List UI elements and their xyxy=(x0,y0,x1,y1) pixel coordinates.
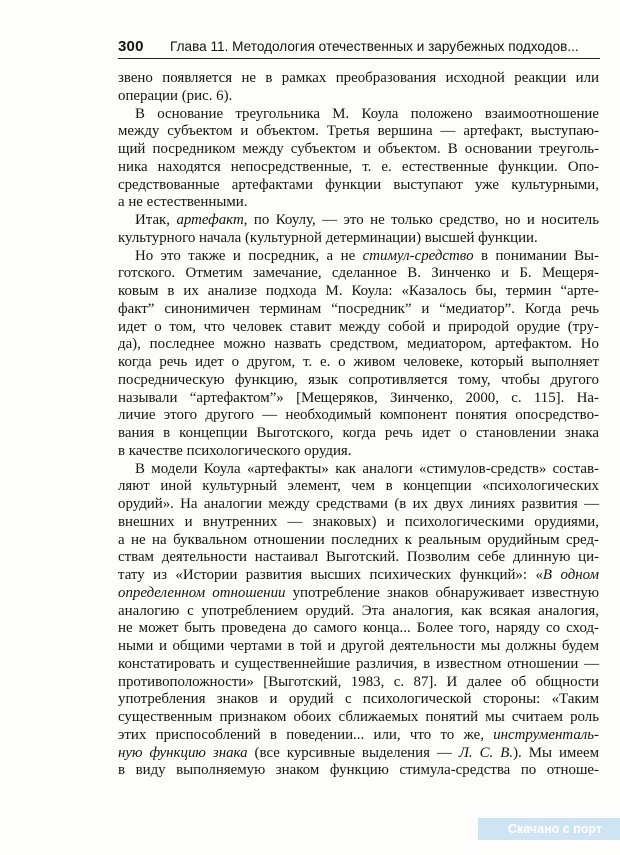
italic-term: артефакт xyxy=(176,212,244,228)
text-line: между субъектом и объектом. Третья вершина — артефакт, выступаю- xyxy=(118,123,599,140)
paragraph-1 xyxy=(118,70,599,106)
text-line: звено появляется не в рамках преобразования исходной реакции или xyxy=(118,70,599,86)
text-line: ными и общими чертами в той и другой деятельности мы должны будем xyxy=(118,638,599,654)
page-number: 300 xyxy=(118,38,144,55)
text-line: идет о том, что человек ставит между собой и природой орудие (тру- xyxy=(118,318,599,335)
text-line xyxy=(118,567,599,585)
italic-quote: В одном xyxy=(542,567,599,583)
text-line: ника находятся непосредственные, т. е. естественные функции. Опо- xyxy=(118,158,599,175)
text-run: в понимании Вы- xyxy=(473,247,599,264)
text-line: констатировать и существеннейшие различия, в известном отношении — xyxy=(118,655,599,672)
text-line: употребления знаков и орудий с психологической стороны: «Таким xyxy=(118,691,599,708)
text-line xyxy=(118,212,599,230)
text-line: а не на буквальном отношении последних к реальным орудийным сред- xyxy=(118,531,599,548)
paragraph-5 xyxy=(118,461,599,781)
page-header xyxy=(118,38,600,60)
text-line: операции (рис. 6). xyxy=(118,87,233,104)
italic-term: ную функцию знака xyxy=(118,744,248,761)
italic-quote: определенном отношении xyxy=(118,584,286,601)
header-rule xyxy=(118,58,600,59)
text-line: когда речь идет о другом, т. е. о живом человеке, который выполняет xyxy=(118,354,599,370)
text-line: вания в концепции Выготского, когда речь идет о становлении знака xyxy=(118,425,599,441)
text-run: употребление знаков обнаруживает известную xyxy=(285,584,599,601)
text-line xyxy=(118,585,599,603)
text-run: , по Коулу, — это не только средство, но и носитель xyxy=(243,212,599,228)
text-line xyxy=(118,248,599,266)
text-line: щий посредником между субъектом и объектом. В основании треуголь- xyxy=(118,141,599,157)
italic-term: стимул-средство xyxy=(362,247,474,264)
italic-initials: Л. С. В. xyxy=(458,744,514,761)
text-line: внешних и внутренних — знаковых) и психологическими орудиями, xyxy=(118,513,599,530)
text-line: В модели Коула «артефакты» как аналоги «стимулов-средств» состав- xyxy=(135,460,599,477)
text-line: личие этого другого — необходимый компонент понятия опосредство- xyxy=(118,407,599,424)
text-run: тату из «Истории развития высших психических функций»: « xyxy=(118,567,543,583)
running-head: Глава 11. Методология отечественных и зарубежных подходов... xyxy=(170,39,579,54)
text-run: (все курсивные выделения — xyxy=(247,744,459,761)
text-line: культурного начала (культурной детерминации) высшей функции. xyxy=(118,229,538,246)
text-line: средствованные артефактами функции выступают уже культурными, xyxy=(118,176,599,193)
paragraph-2 xyxy=(118,106,599,213)
text-run: этих приспособлений в поведении... или, что то же, xyxy=(118,726,494,743)
text-line: противоположности» [Выготский, 1983, с. 87]. И далее об общности xyxy=(118,673,599,690)
text-line: готского. Отметим замечание, сделанное В. Зинченко и Б. Мещеря- xyxy=(118,265,599,282)
text-run: Итак, xyxy=(135,212,177,228)
text-line: ствам деятельности настаивал Выготский. Позволим себе длинную ци- xyxy=(118,549,599,566)
text-run: Но это также и посредник, а не xyxy=(135,247,363,264)
italic-term: инструменталь- xyxy=(493,726,599,743)
text-line: в виду выполняемую знаком функцию стимула-средства по отноше- xyxy=(118,762,599,779)
text-line xyxy=(118,745,599,763)
text-line: орудий». На аналогии между средствами (в их двух линиях развития — xyxy=(118,496,599,512)
body-text xyxy=(118,70,599,780)
text-line: аналогию с употреблением орудий. Эта аналогия, как всякая аналогия, xyxy=(118,602,599,619)
text-line: да), последнее можно назвать средством, медиатором, артефактом. Но xyxy=(118,336,599,353)
text-line: В основание треугольника М. Коула положено взаимоотношение xyxy=(135,105,599,122)
text-line: называли “артефактом”» [Мещеряков, Зинченко, 2000, с. 115]. На- xyxy=(118,389,599,406)
text-run: ). Мы имеем xyxy=(513,744,599,761)
text-line xyxy=(118,727,599,745)
text-line: ковым в их анализе подхода М. Коула: «Казалось бы, термин “арте- xyxy=(118,283,599,299)
text-line: а не естественными. xyxy=(118,194,248,211)
text-line: факт” синонимичен терминам “посредник” и “медиатор”. Когда речь xyxy=(118,300,599,317)
text-line: ляют иной культурный элемент, чем в концепции «психологических xyxy=(118,478,599,495)
text-line: посредническую функцию, язык сопротивляется тому, чтобы другого xyxy=(118,371,599,388)
download-watermark: Скачано с порт xyxy=(478,818,620,840)
paragraph-4 xyxy=(118,248,599,461)
text-line: не может быть проведена до самого конца... Более того, наряду со сход- xyxy=(118,620,599,637)
paragraph-3 xyxy=(118,212,599,248)
text-line: в качестве психологического орудия. xyxy=(118,442,352,459)
text-line: существенным признаком обоих сближаемых понятий мы считаем роль xyxy=(118,709,599,725)
